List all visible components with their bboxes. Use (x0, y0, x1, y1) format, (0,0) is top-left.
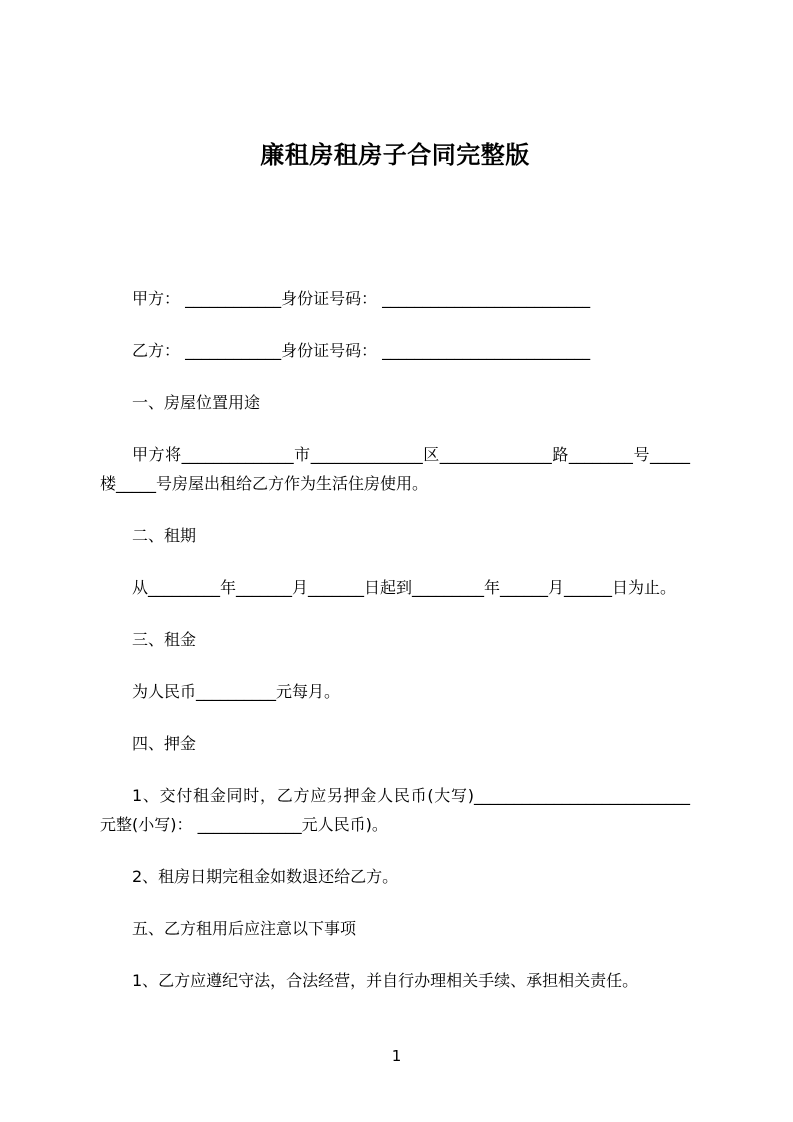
property-location-clause: 甲方将______________市______________区______________路________号_____楼_____号房屋出租给乙方作为生活住房使用。 (100, 445, 690, 493)
page-number: 1 (391, 1047, 402, 1065)
section-4-heading: 四、押金 (132, 734, 197, 753)
party-a-id-line: 甲方： ____________身份证号码： __________________________ (132, 289, 591, 308)
document-title: 廉租房租房子合同完整版 (260, 141, 530, 169)
tenant-obligation-clause-1: 1、乙方应遵纪守法，合法经营，并自行办理相关手续、承担相关责任。 (132, 971, 639, 990)
deposit-clause-2: 2、租房日期完租金如数退还给乙方。 (132, 867, 399, 886)
document-body (100, 284, 690, 995)
section-1-heading: 一、房屋位置用途 (132, 393, 261, 412)
deposit-clause-1: 1、交付租金同时，乙方应另押金人民币(大写)___________________________元整(小写)： _____________元人民币)。 (100, 786, 690, 834)
section-2-heading: 二、租期 (132, 526, 197, 545)
lease-term-clause: 从_________年_______月_______日起到_________年______月______日为止。 (132, 578, 677, 597)
section-5-heading: 五、乙方租用后应注意以下事项 (132, 919, 357, 938)
party-b-id-line: 乙方： ____________身份证号码： __________________________ (132, 341, 591, 360)
rent-amount-clause: 为人民币__________元每月。 (132, 682, 341, 701)
section-3-heading: 三、租金 (132, 630, 197, 649)
